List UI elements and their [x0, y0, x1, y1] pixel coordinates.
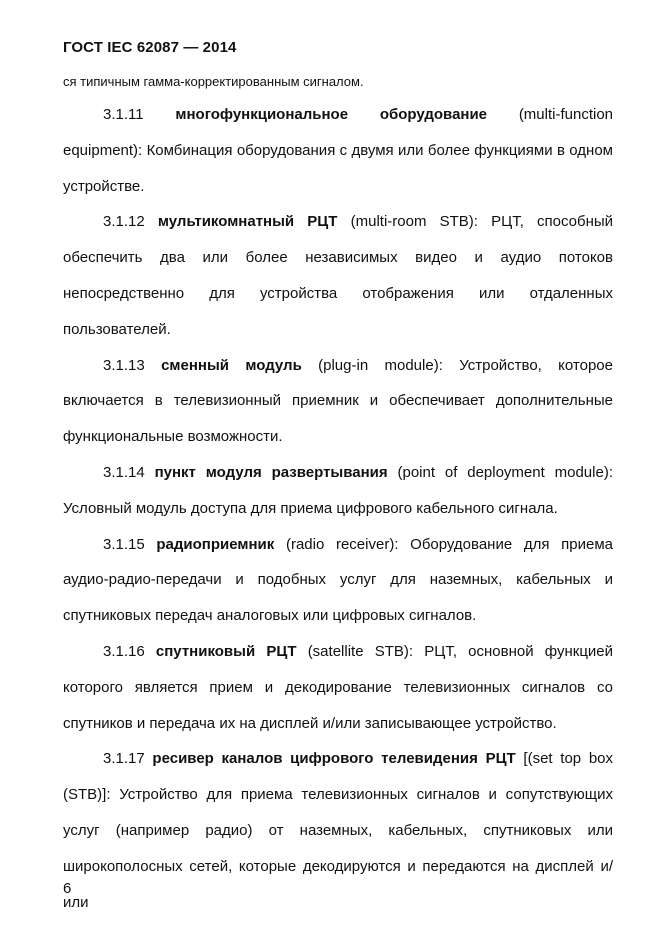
definition-entry — [63, 204, 613, 347]
continuation-text: ся типичным гамма-корректированным сигналом. — [63, 74, 364, 89]
entry-term: спутниковый РЦТ — [155, 642, 297, 660]
entry-number: 3.1.17 — [103, 750, 145, 768]
entry-number: 3.1.13 — [103, 356, 145, 374]
entry-term: радиоприемник — [156, 535, 275, 553]
entry-number: 3.1.15 — [103, 535, 145, 553]
entry-term: ресивер каналов цифрового телевидения РЦТ — [152, 750, 516, 768]
definition-entry — [63, 527, 613, 634]
definition-entry — [63, 741, 613, 920]
entry-number: 3.1.12 — [103, 213, 145, 231]
entry-definition: (radio receiver): Оборудование для приема аудио-радио-передачи и подобных услуг для наземных, кабельных и спутниковых передач аналоговых или цифровых сигналов. — [63, 535, 613, 625]
entry-term: сменный модуль — [161, 356, 302, 374]
entry-definition: (multi-function equipment): Комбинация оборудования с двумя или более функциями в одном устройстве. — [63, 106, 614, 195]
document-body — [63, 73, 613, 920]
entry-term: пункт модуля развертывания — [154, 463, 388, 481]
definition-entry — [63, 348, 613, 455]
entry-definition: [(set top box (STB)]: Устройство для приема телевизионных сигналов и сопутствующих услуг (например радио) от наземных, кабельных, спутниковых или широкополосных сетей, которые декодируются и передаются на дисплей и/или — [63, 750, 614, 911]
document-header: ГОСТ IEC 62087 — 2014 — [63, 39, 237, 56]
definition-entry — [63, 97, 613, 204]
definition-entry — [63, 634, 613, 741]
page-number: 6 — [63, 880, 72, 897]
entry-definition: (point of deployment module): Условный модуль доступа для приема цифрового кабельного сигнала. — [63, 463, 613, 517]
entry-definition: (multi-room STB): РЦТ, способный обеспечить два или более независимых видео и аудио потоков непосредственно для устройства отображения или отдаленных пользователей. — [63, 213, 614, 338]
entry-definition: (satellite STB): РЦТ, основной функцией которого является прием и декодирование телевизионных сигналов со спутников и передача их на дисплей и/или записывающее устройство. — [63, 642, 614, 732]
entry-number: 3.1.11 — [103, 106, 144, 123]
entry-term: многофункциональное оборудование — [175, 106, 488, 123]
entry-number: 3.1.14 — [103, 463, 145, 481]
entry-definition: (plug-in module): Устройство, которое включается в телевизионный приемник и обеспечивает дополнительные функциональные возможности. — [63, 356, 613, 446]
entry-number: 3.1.16 — [103, 642, 145, 660]
definition-entry — [63, 455, 613, 527]
entry-term: мультикомнатный РЦТ — [157, 213, 338, 231]
